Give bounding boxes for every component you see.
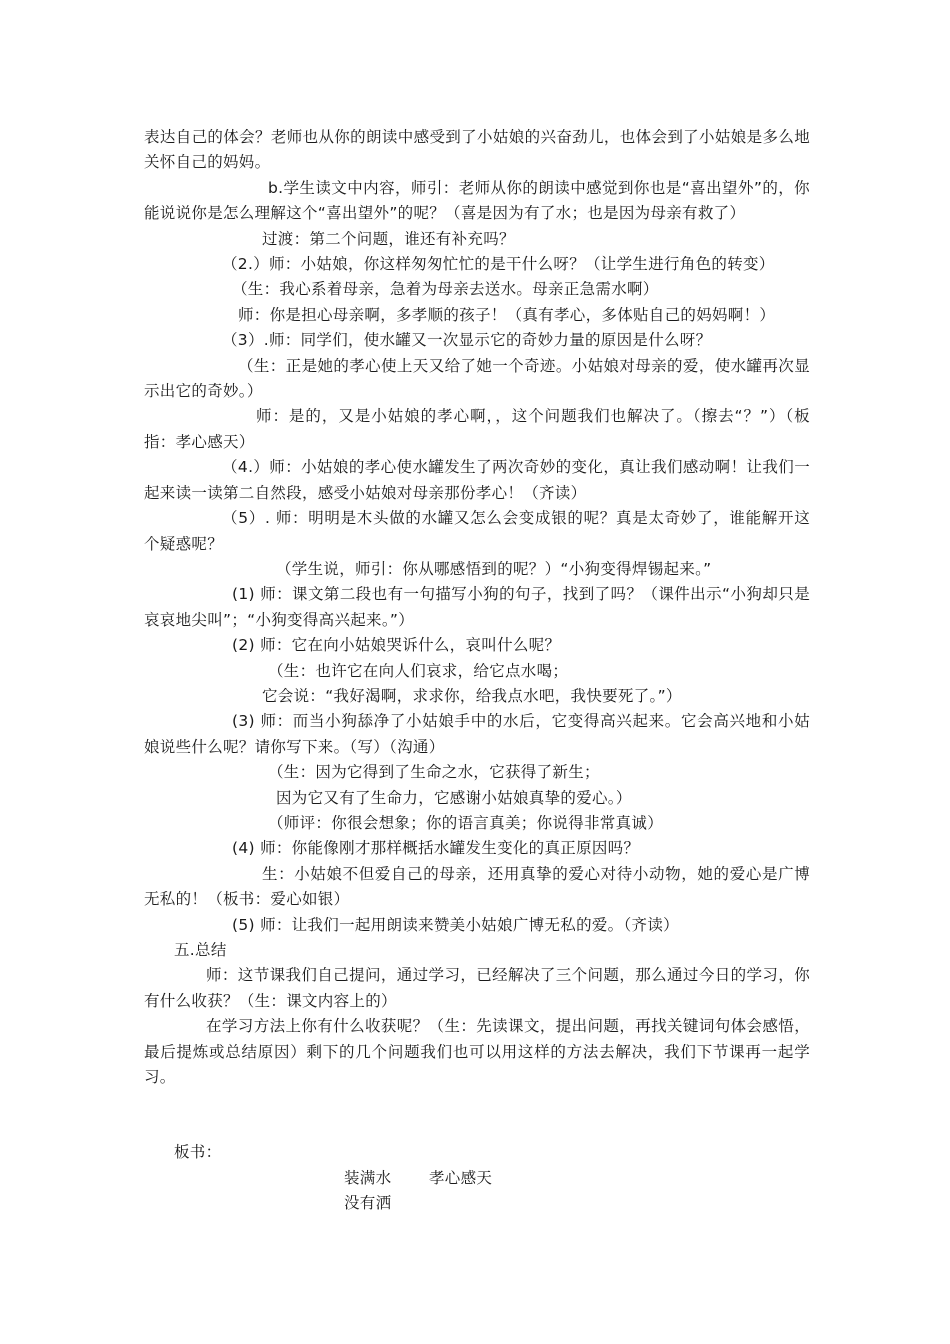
paragraph: (5) 师：让我们一起用朗读来赞美小姑娘广博无私的爱。（齐读） [232,915,679,934]
board-row-2 [144,1191,810,1216]
paragraph: （生：正是她的孝心使上天又给了她一个奇迹。小姑娘对母亲的爱，使水罐再次显示出它的奇妙。） [144,356,810,401]
paragraph: (3) 师：而当小狗舔净了小姑娘手中的水后，它变得高兴起来。它会高兴地和小姑娘说些什么呢？请你写下来。（写）（沟通） [144,712,810,756]
board-item-filial-piety: 孝心感天 [429,1168,493,1187]
paragraph: b.学生读文中内容，师引：老师从你的朗读中感觉到你也是“喜出望外”的，你能说说你是怎么理解这个“喜出望外”的呢？（喜是因为有了水；也是因为母亲有救了） [144,178,810,223]
paragraph: （生：因为它得到了生命之水，它获得了新生； [268,763,600,782]
paragraph: 师：这节课我们自己提问，通过学习，已经解决了三个问题，那么通过今日的学习，你有什么收获？（生：课文内容上的） [144,966,810,1010]
paragraph: （5）. 师：明明是木头做的水罐又怎么会变成银的呢？真是太奇妙了，谁能解开这个疑惑呢？ [144,509,810,553]
paragraph: （生：我心系着母亲，急着为母亲去送水。母亲正急需水啊） [232,280,659,299]
paragraph-list [144,125,810,1090]
spacer [144,1115,810,1140]
paragraph: （4.）师：小姑娘的孝心使水罐发生了两次奇妙的变化，真让我们感动啊！让我们一起来读一读第二自然段，感受小姑娘对母亲那份孝心！（齐读） [144,458,810,502]
paragraph: 师：你是担心母亲啊，多孝顺的孩子！（真有孝心，多体贴自己的妈妈啊！） [238,305,776,324]
paragraph: 在学习方法上你有什么收获呢？（生：先读课文，提出问题，再找关键词句体会感悟，最后提炼或总结原因）剩下的几个问题我们也可以用这样的方法去解决，我们下节课再一起学习。 [144,1017,810,1087]
paragraph: (4) 师：你能像刚才那样概括水罐发生变化的真正原因吗？ [232,839,640,858]
paragraph: (2) 师：它在向小姑娘哭诉什么，哀叫什么呢？ [232,636,561,655]
spacer [144,1090,810,1115]
paragraph: （3）.师：同学们，使水罐又一次显示它的奇妙力量的原因是什么呀？ [222,331,712,350]
paragraph: （师评：你很会想象；你的语言真美；你说得非常真诚） [268,813,664,832]
paragraph: （生：也许它在向人们哀求，给它点水喝； [268,661,569,680]
paragraph: 因为它又有了生命力，它感谢小姑娘真挚的爱心。） [276,788,632,807]
board-item-full-water: 装满水 [344,1168,392,1187]
paragraph: 师：是的，又是小姑娘的孝心啊，，这个问题我们也解决了。（擦去“？”）（板指：孝心感天） [144,407,810,451]
paragraph: (1) 师：课文第二段也有一句描写小狗的句子，找到了吗？（课件出示“小狗却只是哀哀地尖叫”；“小狗变得高兴起来。”） [144,585,810,629]
board-label: 板书： [174,1143,222,1162]
board-item-not-spilled: 没有洒 [344,1193,392,1212]
paragraph: 生：小姑娘不但爱自己的母亲，还用真挚的爱心对待小动物，她的爱心是广博无私的！（板书：爱心如银） [144,864,810,909]
paragraph: （学生说，师引：你从哪感悟到的呢？）“小狗变得焊锡起来。” [276,559,712,578]
paragraph: 它会说：“我好渴啊，求求你，给我点水吧，我快要死了。”） [262,686,682,705]
lesson-plan-body [144,125,810,1216]
paragraph: 表达自己的体会？老师也从你的朗读中感受到了小姑娘的兴奋劲儿，也体会到了小姑娘是多么地关怀自己的妈妈。 [144,128,810,172]
board-row-1 [144,1166,810,1191]
paragraph: 过渡：第二个问题，谁还有补充吗？ [262,229,515,248]
paragraph: 五.总结 [174,941,227,959]
paragraph: （2.）师：小姑娘，你这样匆匆忙忙的是干什么呀？（让学生进行角色的转变） [222,255,775,274]
